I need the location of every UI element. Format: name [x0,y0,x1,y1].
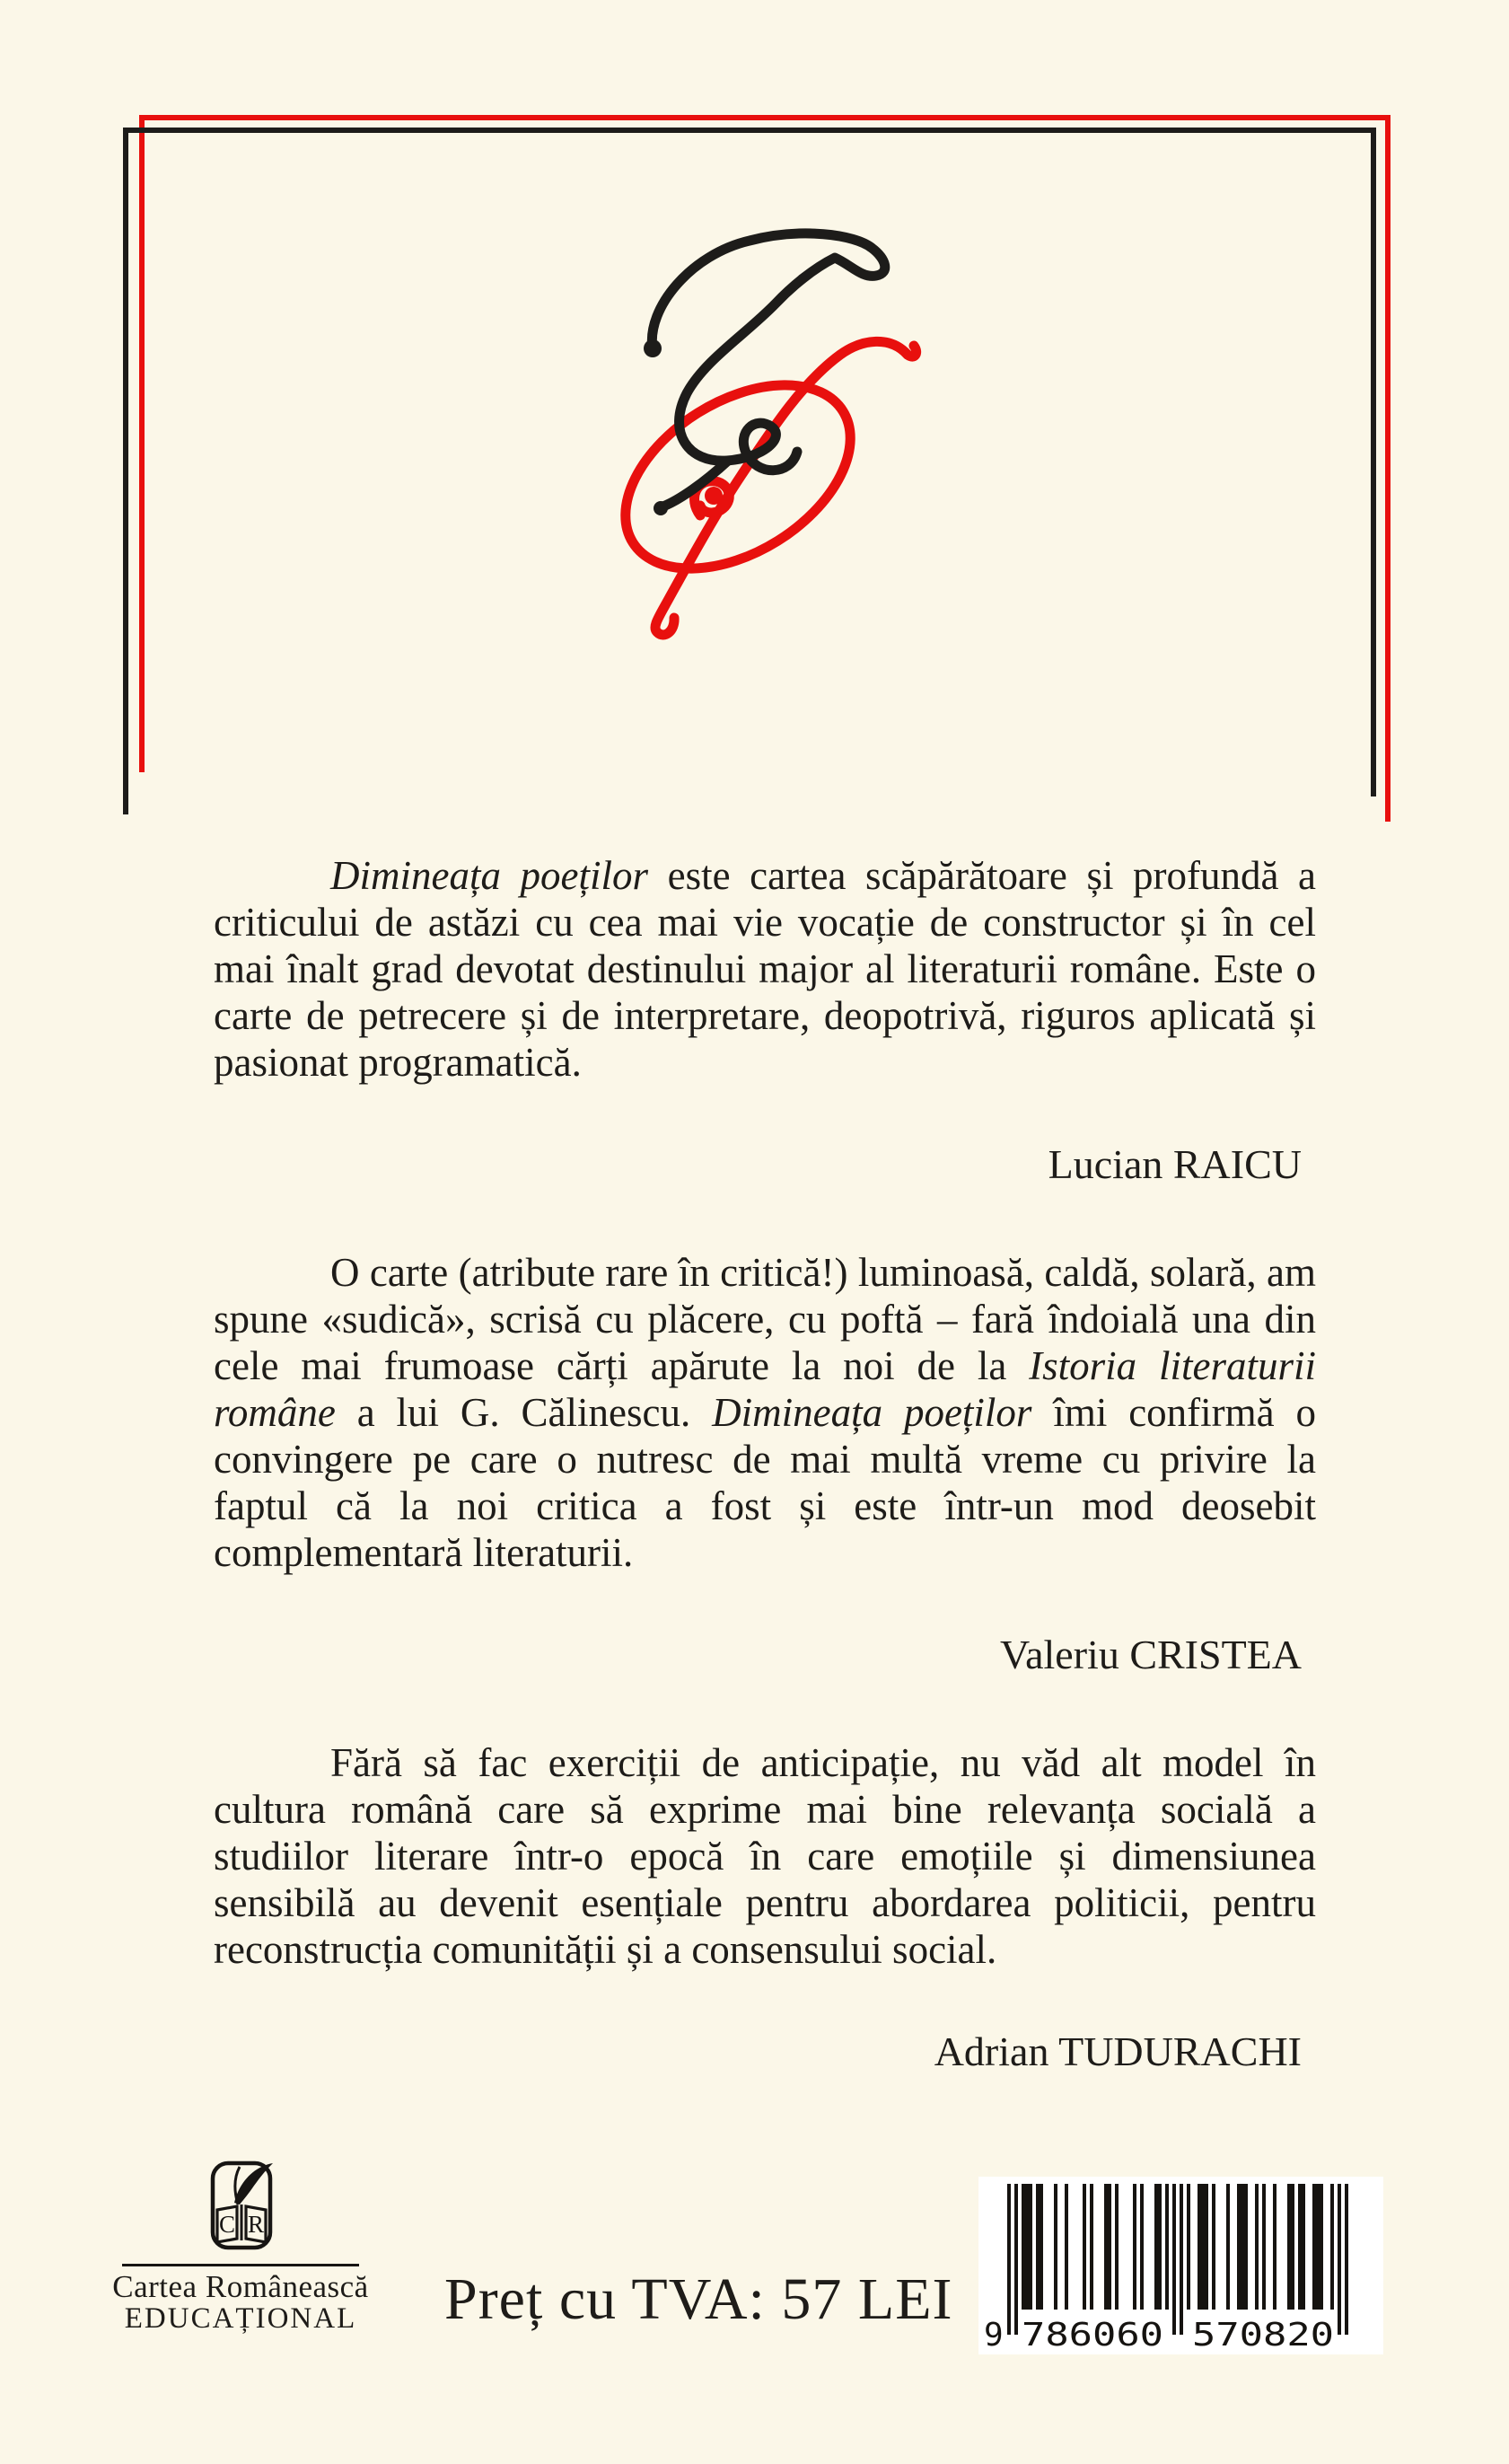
publisher-rule [122,2264,359,2266]
publisher-name: Cartea Românească [112,2269,369,2304]
monogram-letter-e [644,233,885,515]
quote-paragraph [214,852,1316,1086]
quote-paragraph [214,1739,1316,1973]
book-title-italic: Istoria literaturii române [214,1343,1317,1435]
blurb-quotes [214,852,1316,2136]
emblem-letter-r: R [247,2211,265,2238]
frame-black-right [1371,128,1376,796]
barcode-bars [978,2177,1383,2354]
quote-text: este cartea scăpărătoare și profundă a criticului de astăzi cu cea mai vie vocație de constructor și în cel mai înalt grad devotat destinului major al literaturii române. Este o carte de petrecere și de interpretare, deopotrivă, riguros aplicată și pasionat programatică. [214,853,1316,1085]
quote-text: O carte (atribute rare în critică!) luminoasă, caldă, solară, am spune «sudică», scrisă cu plăcere, cu poftă – fară îndoială una din cele mai frumoase cărți apărute la noi de la [214,1250,1316,1388]
quote-text: Fără să fac exerciții de anticipație, nu văd alt model în cultura română care să exprime mai bine relevanța socială a studiilor literare într-o epocă în care emoțiile și dimensiunea sensibilă au devenit esențiale pentru abordarea politicii, pentru reconstrucția comunității și a consensului social. [214,1740,1316,1972]
frame-red-right [1385,115,1391,822]
publisher-emblem [203,2155,278,2254]
book-title-italic: Dimineața poeților [712,1390,1032,1435]
monogram-letter-s [592,341,916,635]
es-monogram [566,202,952,660]
frame-red-top [139,115,1391,120]
publisher-block [106,2155,375,2335]
quote-text: îmi confirmă o convingere pe care o nutresc de mai multă vreme cu privire la faptul că la noi critica a fost și este într-un mod deosebit complementară literaturii. [214,1390,1316,1575]
price-label: Preț cu TVA: 57 LEI [444,2266,953,2332]
barcode [978,2177,1383,2354]
frame-black-left [123,128,128,814]
frame-red-left [139,115,145,772]
quote-attribution: Valeriu CRISTEA [999,1632,1302,1677]
frame-black-top [123,128,1376,133]
quote-paragraph [214,1249,1316,1576]
barcode-digits: 9 [984,2317,1004,2354]
emblem-letter-c: C [218,2211,236,2238]
book-title-italic: Dimineața poeților [330,853,649,898]
quote-attribution: Adrian TUDURACHI [934,2028,1302,2074]
barcode-digits: 570820 [1192,2317,1334,2354]
publisher-division: EDUCAȚIONAL [124,2302,357,2335]
quote-text: a lui G. Călinescu. [335,1390,713,1435]
quote-attribution: Lucian RAICU [1048,1141,1302,1187]
barcode-digits: 786060 [1022,2317,1163,2354]
